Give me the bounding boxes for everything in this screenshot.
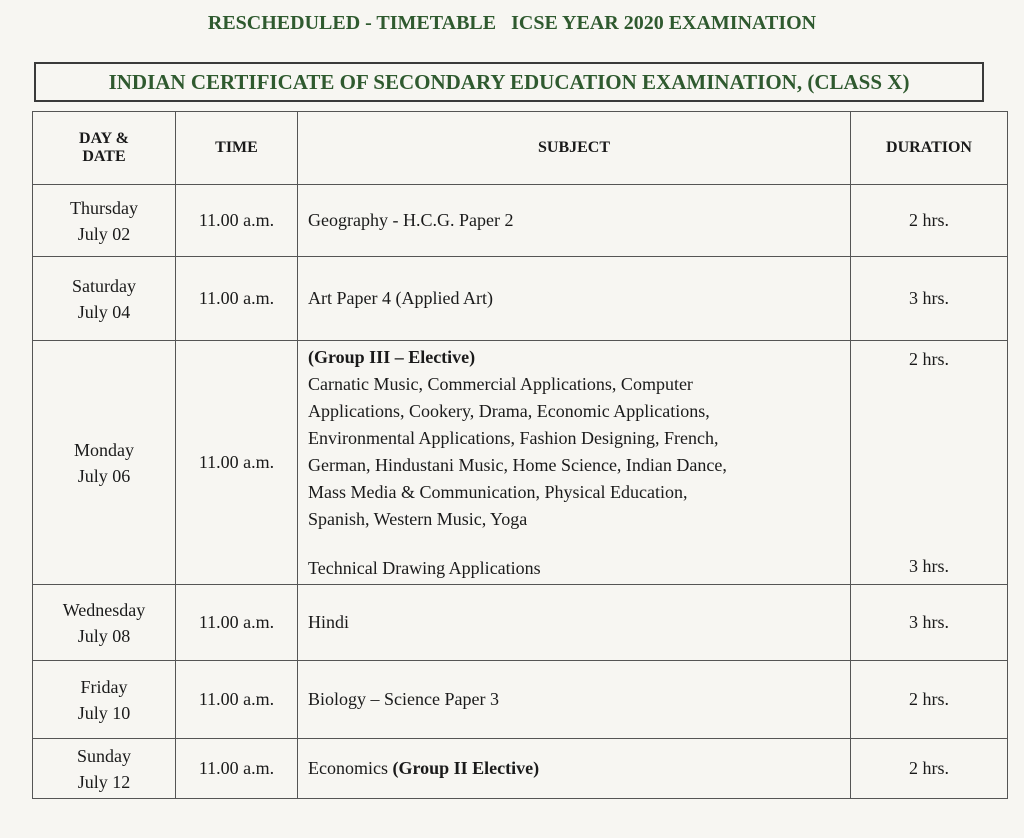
header-day-date <box>33 112 176 185</box>
date: July 12 <box>77 771 131 792</box>
subject-line: Spanish, Western Music, Yoga <box>308 508 528 529</box>
duration-cell: 2 hrs. <box>851 661 1008 739</box>
date: July 02 <box>77 223 131 244</box>
table-row <box>33 257 1008 341</box>
extra-subject: Technical Drawing Applications <box>308 557 541 578</box>
time-cell: 11.00 a.m. <box>176 257 298 341</box>
time-cell: 11.00 a.m. <box>176 739 298 799</box>
duration: 2 hrs. <box>909 348 949 369</box>
subject-cell <box>298 341 851 585</box>
day: Thursday <box>70 197 138 218</box>
page-title: RESCHEDULED - TIMETABLE ICSE YEAR 2020 EXAMINATION <box>207 12 817 34</box>
day-date-cell <box>33 185 176 257</box>
table-header-row <box>33 112 1008 185</box>
date: July 10 <box>77 702 131 723</box>
subject-group-bold: (Group II Elective) <box>392 758 540 778</box>
table-row <box>33 185 1008 257</box>
table-row <box>33 661 1008 739</box>
day: Friday <box>80 676 128 697</box>
day: Sunday <box>77 745 131 766</box>
day: Wednesday <box>62 599 146 620</box>
table-row <box>33 739 1008 799</box>
time-cell: 11.00 a.m. <box>176 185 298 257</box>
subject-cell <box>298 739 851 799</box>
subject-text: Economics <box>308 758 393 778</box>
day-date-cell <box>33 739 176 799</box>
day-date-cell <box>33 341 176 585</box>
header-date-line: DATE <box>82 148 126 165</box>
time-cell: 11.00 a.m. <box>176 341 298 585</box>
date: July 04 <box>77 301 131 322</box>
day-date-cell <box>33 585 176 661</box>
header-duration: DURATION <box>851 112 1008 185</box>
date: July 06 <box>77 465 131 486</box>
subject-line: Applications, Cookery, Drama, Economic Applications, <box>308 400 710 421</box>
duration-cell: 2 hrs. <box>851 185 1008 257</box>
day-date-cell <box>33 257 176 341</box>
subject-cell: Biology – Science Paper 3 <box>298 661 851 739</box>
time-cell: 11.00 a.m. <box>176 585 298 661</box>
day-date-cell <box>33 661 176 739</box>
subject-cell: Geography - H.C.G. Paper 2 <box>298 185 851 257</box>
extra-duration: 3 hrs. <box>909 555 949 576</box>
header-subject: SUBJECT <box>298 112 851 185</box>
subject-line: Environmental Applications, Fashion Designing, French, <box>308 427 719 448</box>
day: Saturday <box>72 275 136 296</box>
subject-line: German, Hindustani Music, Home Science, Indian Dance, <box>308 454 727 475</box>
subject-cell: Art Paper 4 (Applied Art) <box>298 257 851 341</box>
group-heading: (Group III – Elective) <box>308 346 476 367</box>
table-row <box>33 585 1008 661</box>
date: July 08 <box>77 625 131 646</box>
duration-cell <box>851 341 1008 585</box>
subject-line: Mass Media & Communication, Physical Education, <box>308 481 688 502</box>
header-time: TIME <box>176 112 298 185</box>
duration-cell: 2 hrs. <box>851 739 1008 799</box>
table-row <box>33 341 1008 585</box>
duration-cell: 3 hrs. <box>851 257 1008 341</box>
time-cell: 11.00 a.m. <box>176 661 298 739</box>
duration-cell: 3 hrs. <box>851 585 1008 661</box>
header-day-line: DAY & <box>79 130 129 147</box>
subject-line: Carnatic Music, Commercial Applications, Computer <box>308 373 693 394</box>
subject-cell: Hindi <box>298 585 851 661</box>
day: Monday <box>74 439 134 460</box>
timetable <box>32 111 1008 799</box>
exam-subtitle: INDIAN CERTIFICATE OF SECONDARY EDUCATION EXAMINATION, (CLASS X) <box>34 62 984 102</box>
